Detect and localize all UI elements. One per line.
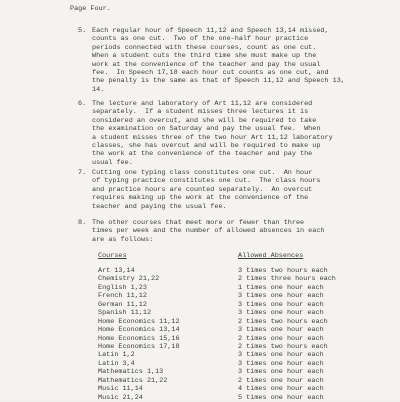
paragraph-6 xyxy=(78,100,367,167)
absences-value: 3 times one hour each xyxy=(238,326,324,335)
table-row xyxy=(98,335,368,343)
absences-value: 2 times two hours each xyxy=(238,317,328,326)
absences-value: 3 times one hour each xyxy=(238,300,324,309)
course-name: Chemistry 21,22 xyxy=(98,275,160,284)
table-header xyxy=(98,252,368,261)
absences-value: 3 times one hour each xyxy=(238,351,324,360)
text-line: 14. xyxy=(92,85,105,94)
absences-value: 2 times one hour each xyxy=(238,376,324,385)
text-line: times per week and the number of allowed absences in each xyxy=(92,227,325,236)
course-name: Spanish 11,12 xyxy=(98,309,152,318)
absences-value: 2 times two hours each xyxy=(238,342,328,351)
table-row xyxy=(98,309,368,317)
table-row xyxy=(98,326,368,334)
text-line: the examination on Saturday and pay the usual fee. When xyxy=(92,125,321,134)
course-name: Home Economics 13,14 xyxy=(98,326,180,335)
course-name: Music 11,14 xyxy=(98,385,143,394)
header-allowed-absences: Allowed Absences xyxy=(238,252,304,260)
course-name: Latin 1,2 xyxy=(98,351,135,360)
paragraph-5 xyxy=(78,27,367,94)
paragraph-number: 8. xyxy=(78,219,87,227)
course-name: Mathematics 21,22 xyxy=(98,376,168,385)
table-row xyxy=(98,368,368,376)
text-line: usual fee. xyxy=(92,158,133,167)
paragraph-number: 7. xyxy=(78,169,87,177)
course-name: Mathematics 1,13 xyxy=(98,368,164,377)
table-row xyxy=(98,351,368,359)
absences-value: 2 times three hours each xyxy=(238,275,336,284)
absences-value: 4 times one hour each xyxy=(238,385,324,394)
text-line: Each regular hour of Speech 11,12 and Speech 13,14 missed, xyxy=(92,27,329,35)
course-name: Music 21,24 xyxy=(98,393,143,402)
table-row xyxy=(98,275,368,283)
text-line: work at the convenience of the teacher and pay the usual xyxy=(92,60,321,69)
header-courses: Courses xyxy=(98,252,127,260)
text-line: of typing practice constitutes one cut. The class hours xyxy=(92,177,321,186)
text-line: considered an overcut, and she will be required to take xyxy=(92,116,317,125)
text-line: The other courses that meet more or fewer than three xyxy=(92,219,305,227)
paragraph-7 xyxy=(78,169,367,211)
text-line: fee. In Speech 17,18 each hour cut counts as one cut, and xyxy=(92,69,329,78)
table-row xyxy=(98,385,368,393)
text-line: requires making up the work at the convenience of the xyxy=(92,194,309,203)
text-line: Cutting one typing class constitutes one cut. An hour xyxy=(92,169,313,177)
table-row xyxy=(98,284,368,292)
table-row xyxy=(98,267,368,275)
absences-value: 5 times one hour each xyxy=(238,393,324,402)
text-line: are as follows: xyxy=(92,235,154,244)
text-line: When a student cuts the third time she must make up the xyxy=(92,52,317,61)
absences-value: 3 times one hour each xyxy=(238,359,324,368)
table-row xyxy=(98,318,368,326)
course-name: Art 13,14 xyxy=(98,267,135,275)
paragraph-8 xyxy=(78,219,367,244)
text-line: counts as one cut. Two of the one-half hour practice xyxy=(92,35,309,44)
text-line: periods connected with these courses, count as one cut. xyxy=(92,43,317,52)
table-row xyxy=(98,301,368,309)
course-name: Home Economics 15,16 xyxy=(98,334,180,343)
table-row xyxy=(98,394,368,402)
table-row xyxy=(98,343,368,351)
courses-table xyxy=(98,252,368,402)
absences-value: 3 times two hours each xyxy=(238,267,328,275)
text-line: classes, she has overcut and will be required to make up xyxy=(92,142,321,151)
absences-value: 3 times one hour each xyxy=(238,309,324,318)
absences-value: 1 times one hour each xyxy=(238,283,324,292)
table-row xyxy=(98,377,368,385)
course-name: Latin 3,4 xyxy=(98,359,135,368)
page-label: Page Four. xyxy=(70,5,111,13)
absences-value: 3 times one hour each xyxy=(238,292,324,301)
absences-value: 3 times one hour each xyxy=(238,368,324,377)
text-line: separately. If a student misses three lectures it is xyxy=(92,108,309,117)
course-name: German 11,12 xyxy=(98,300,147,309)
course-name: English 1,23 xyxy=(98,283,147,292)
text-line: a student misses three of the two hour Art 11,12 laboratory xyxy=(92,133,333,142)
text-line: and practice hours are counted separately. An overcut xyxy=(92,185,313,194)
table-row xyxy=(98,292,368,300)
text-line: teacher and paying the usual fee. xyxy=(92,202,227,211)
course-name: Home Economics 17,18 xyxy=(98,342,180,351)
text-line: the work at the convenience of the teacher and pay the xyxy=(92,150,313,159)
course-name: French 11,12 xyxy=(98,292,147,301)
paragraph-number: 6. xyxy=(78,100,87,108)
paragraph-number: 5. xyxy=(78,27,87,35)
table-row xyxy=(98,360,368,368)
course-name: Home Economics 11,12 xyxy=(98,317,180,326)
text-line: the penalty is the same as that of Speech 11,12 and Speech 13, xyxy=(92,77,345,86)
text-line: The lecture and laboratory of Art 11,12 are considered xyxy=(92,100,313,108)
absences-value: 2 times one hour each xyxy=(238,334,324,343)
